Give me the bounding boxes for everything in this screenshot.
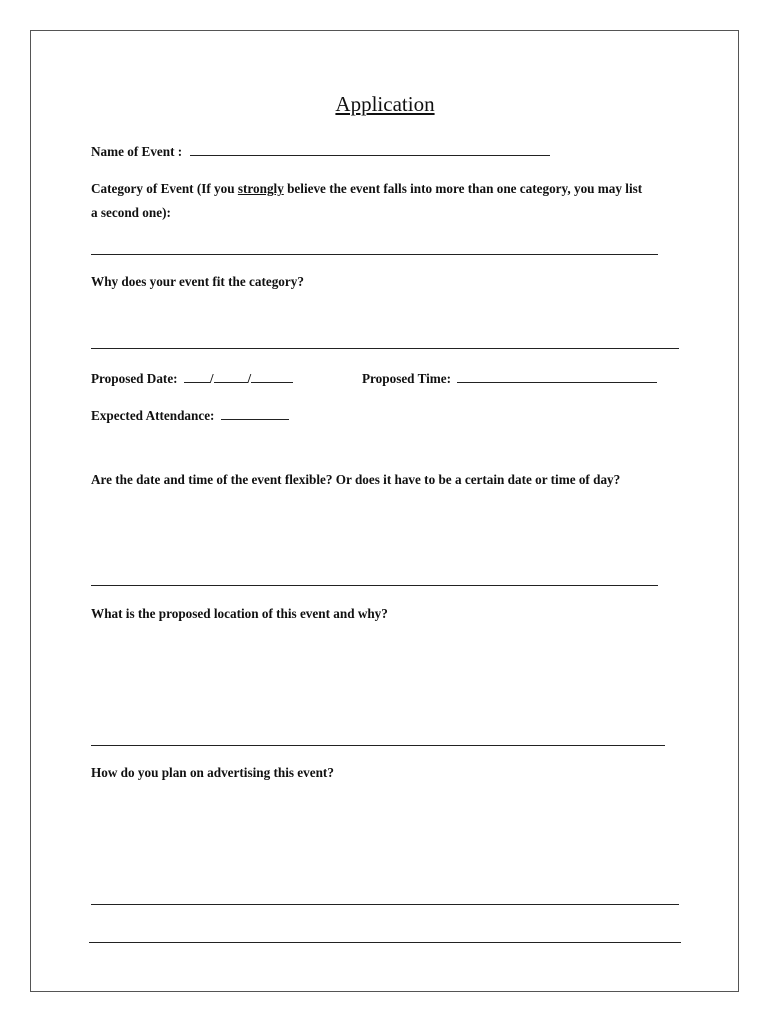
- expected-attendance-label: Expected Attendance:: [91, 408, 215, 423]
- date-separator-1: /: [209, 371, 214, 386]
- category-label-end: believe the event falls into more than one category, you may list: [283, 181, 643, 196]
- expected-attendance-field[interactable]: [221, 407, 289, 420]
- proposed-date-day-field[interactable]: [214, 370, 248, 383]
- date-separator-2: /: [247, 371, 252, 386]
- advertising-question-label: How do you plan on advertising this event?: [91, 765, 334, 780]
- expected-attendance-row: [91, 407, 289, 424]
- category-label: [91, 181, 642, 197]
- proposed-time-field[interactable]: [457, 370, 657, 383]
- category-answer-line[interactable]: [91, 254, 658, 255]
- form-title: Application: [335, 92, 435, 116]
- proposed-time-label: Proposed Time:: [362, 371, 452, 386]
- proposed-date-row: [91, 370, 293, 387]
- location-question-label: What is the proposed location of this event and why?: [91, 606, 388, 621]
- proposed-date-year-field[interactable]: [251, 370, 293, 383]
- name-of-event-label: Name of Event :: [91, 144, 183, 159]
- proposed-date-month-field[interactable]: [184, 370, 210, 383]
- flexible-question-label: Are the date and time of the event flexible? Or does it have to be a certain date or time of day?: [91, 472, 621, 487]
- why-fit-answer-line[interactable]: [91, 348, 679, 349]
- category-label-line2: a second one):: [91, 205, 171, 220]
- name-of-event-field[interactable]: [190, 143, 550, 156]
- advertising-answer-line-1[interactable]: [91, 904, 679, 905]
- advertising-answer-line-2[interactable]: [89, 942, 681, 943]
- why-fit-label: Why does your event fit the category?: [91, 274, 304, 289]
- proposed-time-row: [362, 370, 657, 387]
- proposed-date-label: Proposed Date:: [91, 371, 178, 386]
- page-border: [30, 30, 739, 992]
- category-label-emphasis: strongly: [237, 181, 284, 196]
- name-of-event-row: [91, 143, 550, 160]
- category-label-start: Category of Event (If you: [91, 181, 238, 196]
- location-answer-line[interactable]: [91, 745, 665, 746]
- flexible-answer-line[interactable]: [91, 585, 658, 586]
